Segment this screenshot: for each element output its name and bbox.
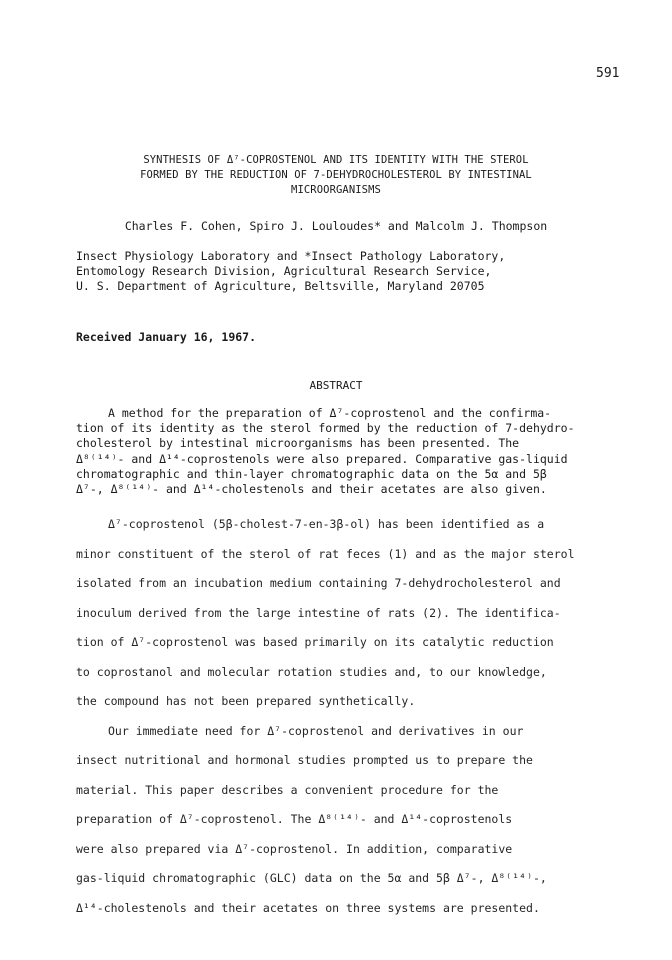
body-line: were also prepared via Δ⁷-coprostenol. In addition, comparative [76,841,513,856]
title-line: FORMED BY THE REDUCTION OF 7-DEHYDROCHOLESTEROL BY INTESTINAL [140,169,532,181]
body-line: insect nutritional and hormonal studies prompted us to prepare the [76,753,533,767]
body-text [76,510,575,923]
body-line: tion of Δ⁷-coprostenol was based primarily on its catalytic reduction [76,635,554,649]
page-number: 591 [596,66,620,81]
abstract-heading: ABSTRACT [309,379,363,392]
affiliation-line: U. S. Department of Agriculture, Beltsville, Maryland 20705 [76,279,485,293]
author-list: Charles F. Cohen, Spiro J. Louloudes* and Malcolm J. Thompson [124,219,548,233]
body-line: Our immediate need for Δ⁷-coprostenol and derivatives in our [108,723,524,738]
body-line: Δ¹⁴-cholestenols and their acetates on three systems are presented. [76,900,540,915]
affiliation-line: Entomology Research Division, Agricultural Research Service, [76,264,492,278]
title-line: MICROORGANISMS [291,184,381,196]
body-line: minor constituent of the sterol of rat feces (1) and as the major sterol [76,546,575,561]
body-line: inoculum derived from the large intestine of rats (2). The identifica- [76,605,561,620]
received-date: Received January 16, 1967. [76,330,257,344]
abstract-line: Δ⁷-, Δ⁸⁽¹⁴⁾- and Δ¹⁴-cholestenols and their acetates are also given. [76,482,547,497]
abstract-line: chromatographic and thin-layer chromatographic data on the 5α and 5β [76,466,547,481]
body-line: Δ⁷-coprostenol (5β-cholest-7-en-3β-ol) has been identified as a [108,517,545,531]
body-line: gas-liquid chromatographic (GLC) data on the 5α and 5β Δ⁷-, Δ⁸⁽¹⁴⁾-, [76,871,547,885]
body-line: material. This paper describes a convenient procedure for the [76,782,499,797]
abstract-line: cholesterol by intestinal microorganisms has been presented. The [76,436,520,451]
body-line: isolated from an incubation medium containing 7-dehydrocholesterol and [76,576,561,590]
abstract-line: Δ⁸⁽¹⁴⁾- and Δ¹⁴-coprostenols were also prepared. Comparative gas-liquid [76,451,568,466]
affiliation-line: Insect Physiology Laboratory and *Insect Pathology Laboratory, [76,249,506,263]
body-line: preparation of Δ⁷-coprostenol. The Δ⁸⁽¹⁴⁾- and Δ¹⁴-coprostenols [76,812,513,826]
abstract-line: tion of its identity as the sterol formed by the reduction of 7-dehydro- [76,421,575,436]
title-line: SYNTHESIS OF Δ⁷-COPROSTENOL AND ITS IDENTITY WITH THE STEROL [143,154,529,166]
article-title [60,153,612,198]
affiliation [76,249,505,294]
abstract-line: A method for the preparation of Δ⁷-coprostenol and the confirma- [108,406,552,420]
body-line: the compound has not been prepared synthetically. [76,694,416,708]
body-line: to coprostanol and molecular rotation studies and, to our knowledge, [76,664,547,679]
abstract-text [76,406,575,497]
